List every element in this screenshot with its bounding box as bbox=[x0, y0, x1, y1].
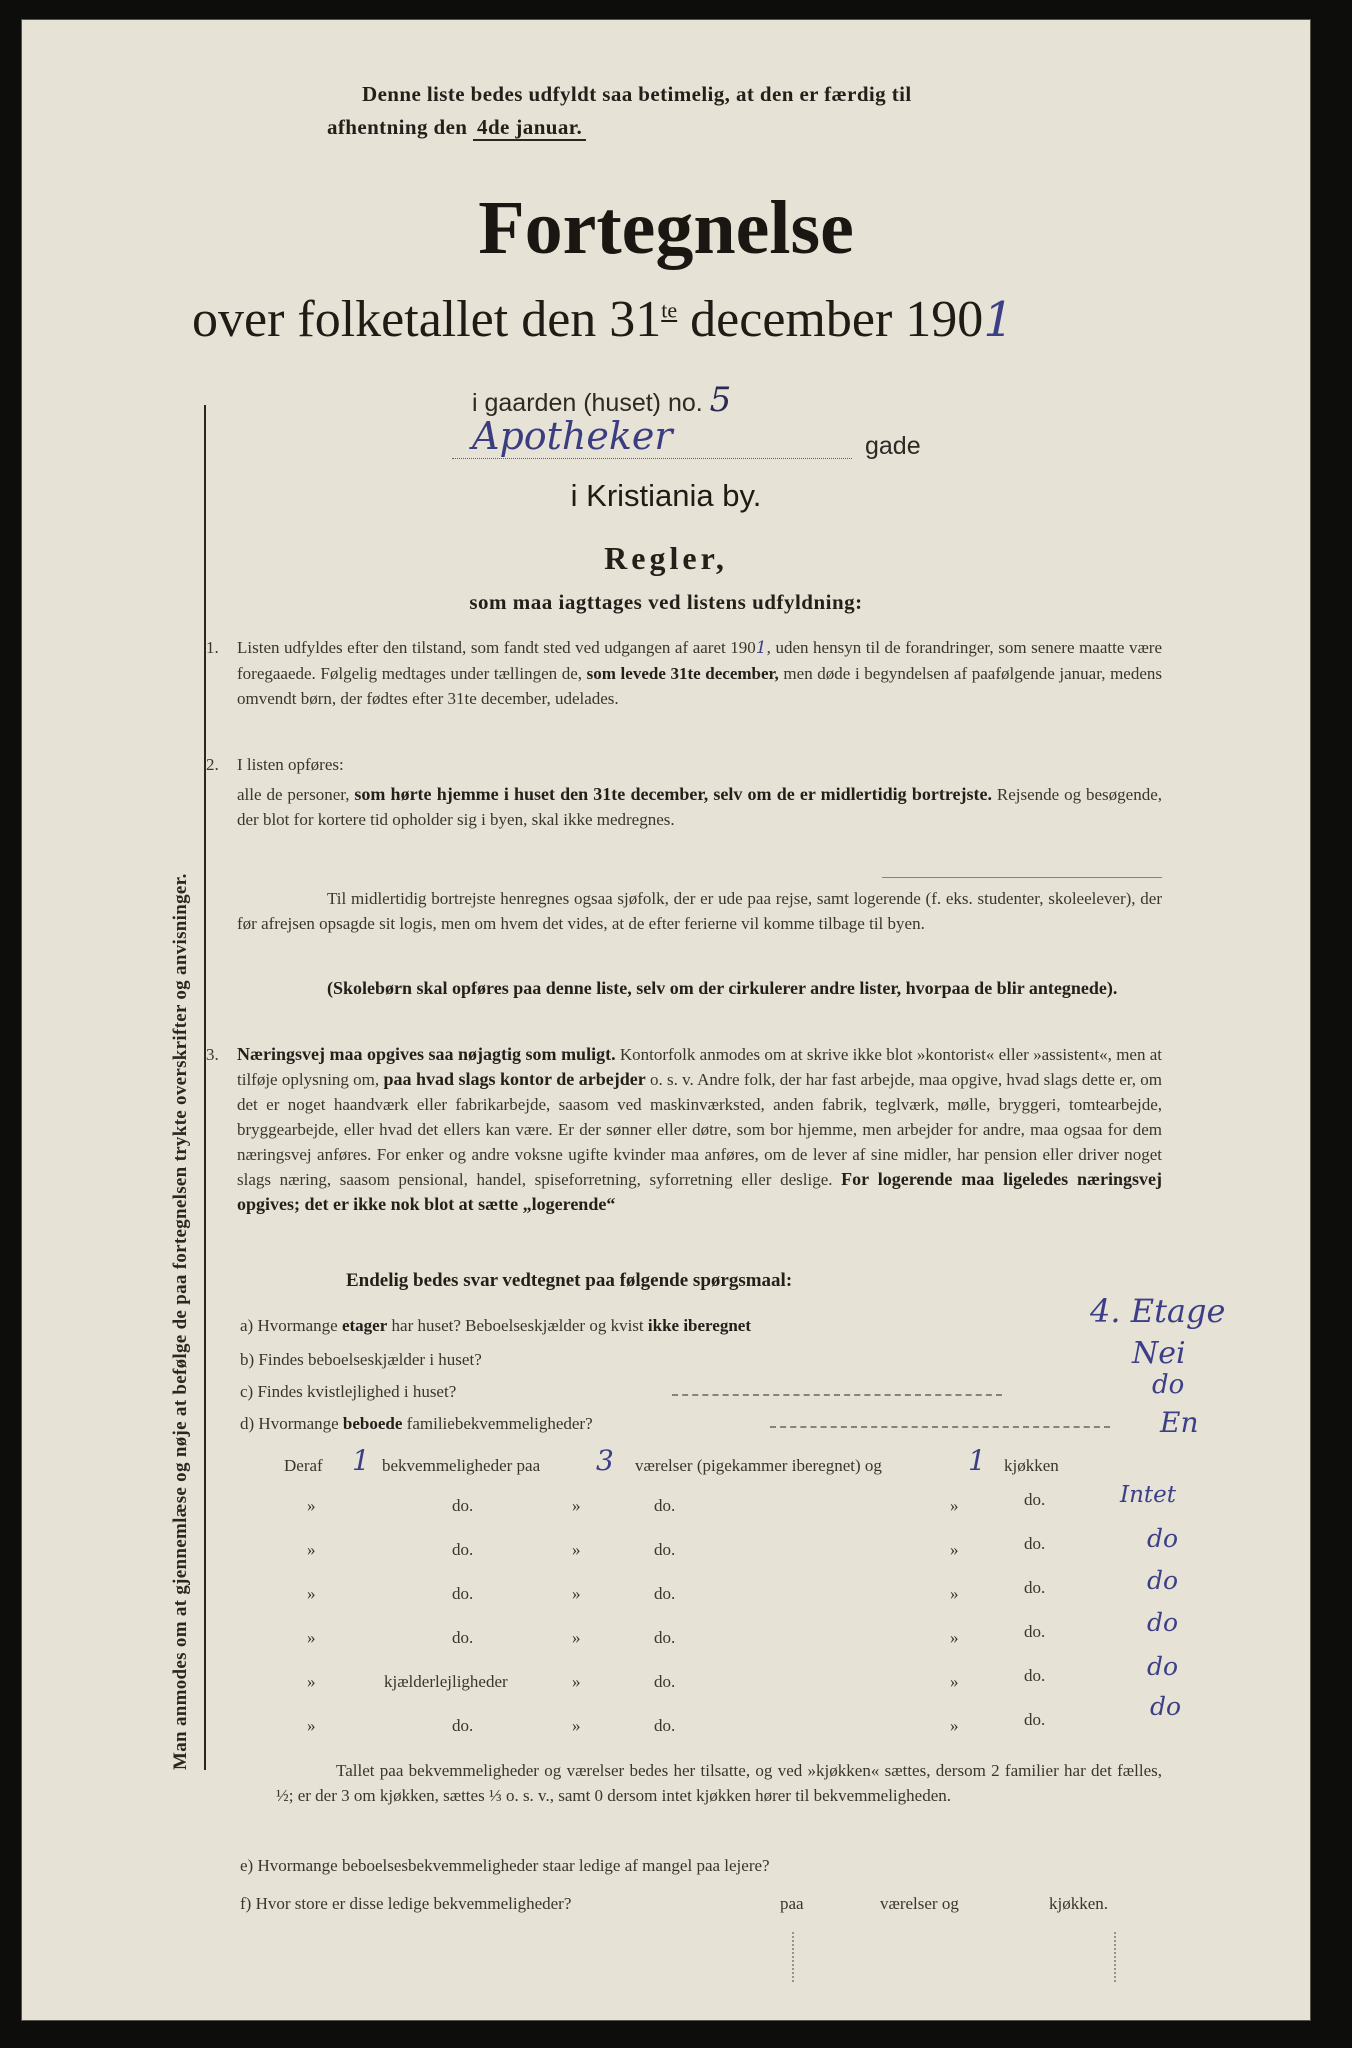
rooms-handwritten: 3 bbox=[596, 1444, 614, 1477]
house-label: i gaarden (huset) no. bbox=[472, 389, 703, 417]
answer-row-5-handwritten: do bbox=[1147, 1652, 1179, 1681]
quote-mark: » bbox=[572, 1672, 581, 1691]
question-a-bold-2: ikke iberegnet bbox=[647, 1316, 752, 1335]
do-cell: do. bbox=[1024, 1534, 1046, 1553]
question-f-kjokken: kjøkken. bbox=[1049, 1894, 1109, 1913]
quote-mark: » bbox=[950, 1584, 959, 1603]
question-a-mid: har huset? Beboelseskjælder og kvist bbox=[391, 1316, 644, 1335]
question-c-leader bbox=[672, 1394, 1002, 1396]
rule-3-text bbox=[237, 1042, 1162, 1217]
rule-2-number: 2. bbox=[206, 755, 219, 774]
do-cell: do. bbox=[654, 1672, 676, 1691]
rule-2-paragraph-3: (Skolebørn skal opføres paa denne liste, selv om der cirkulerer andre lister, hvorpaa de blir antegnede). bbox=[327, 978, 1118, 998]
do-cell: do. bbox=[1024, 1622, 1046, 1641]
answer-b-handwritten: Nei bbox=[1132, 1336, 1186, 1371]
street-line bbox=[452, 414, 852, 459]
question-f-vaerelser: værelser og bbox=[880, 1894, 959, 1913]
quote-mark: » bbox=[307, 1540, 316, 1559]
rule-1-bold: som levede 31te december, bbox=[586, 664, 779, 683]
answer-row-4-handwritten: do bbox=[1147, 1608, 1179, 1637]
do-cell: do. bbox=[1024, 1666, 1046, 1685]
quote-mark: » bbox=[950, 1628, 959, 1647]
city-name: i Kristiania by. bbox=[570, 478, 762, 513]
do-cell: do. bbox=[452, 1584, 474, 1603]
rule-2-text bbox=[237, 782, 1162, 832]
answer-c-handwritten: do bbox=[1152, 1370, 1185, 1400]
rule-3-bold-1: Næringsvej maa opgives saa nøjagtig som muligt. bbox=[237, 1044, 616, 1064]
rule-2-bold: som hørte hjemme i huset den 31te december, selv om de er midlertidig bortrejste. bbox=[354, 784, 992, 804]
rule-3-bold-2: paa hvad slags kontor de arbejder bbox=[383, 1069, 646, 1089]
question-a-prefix: a) Hvormange bbox=[240, 1316, 338, 1335]
do-cell: do. bbox=[654, 1496, 676, 1515]
quote-mark: » bbox=[307, 1716, 316, 1735]
rule-1-part-c: men døde i begyndelsen af paafølgende januar, medens omvendt børn, der fødtes efter 31te december, udelades. bbox=[237, 664, 1162, 708]
do-cell: do. bbox=[452, 1540, 474, 1559]
rules-subheading: som maa iagttages ved listens udfyldning: bbox=[469, 590, 863, 614]
rule-1-text bbox=[237, 635, 1162, 711]
vaerelser-label: værelser (pigekammer iberegnet) og bbox=[635, 1456, 882, 1475]
do-cell: do. bbox=[654, 1540, 676, 1559]
house-number-handwritten: 5 bbox=[709, 380, 732, 420]
question-a bbox=[240, 1316, 751, 1336]
rule-3-number: 3. bbox=[206, 1045, 219, 1064]
notice-line-2 bbox=[327, 115, 586, 140]
rule-1-part-b: , uden hensyn til de forandringer, som senere maatte være foregaaede. Følgelig medtages under tællingen de, bbox=[237, 638, 1162, 683]
census-year-handwritten: 1 bbox=[983, 292, 1014, 348]
question-d-leader bbox=[770, 1426, 1110, 1428]
quote-mark: » bbox=[572, 1716, 581, 1735]
census-form-page bbox=[22, 20, 1310, 2020]
do-cell: do. bbox=[1024, 1490, 1046, 1509]
quote-mark: » bbox=[950, 1672, 959, 1691]
pickup-date: 4de januar. bbox=[473, 115, 586, 141]
answer-a-handwritten: 4. Etage bbox=[1090, 1292, 1226, 1330]
quote-mark: » bbox=[572, 1496, 581, 1515]
do-cell: do. bbox=[452, 1716, 474, 1735]
question-a-bold: etager bbox=[341, 1316, 388, 1335]
quote-mark: » bbox=[572, 1628, 581, 1647]
notice-line-1: Denne liste bedes udfyldt saa betimelig, at den er færdig til bbox=[362, 82, 912, 106]
notice-prefix: afhentning den bbox=[327, 115, 468, 139]
questions-heading: Endelig bedes svar vedtegnet paa følgende spørgsmaal: bbox=[346, 1270, 793, 1291]
blank-answer-area bbox=[792, 1932, 1116, 1982]
question-c: c) Findes kvistlejlighed i huset? bbox=[240, 1382, 457, 1401]
street-name-handwritten: Apotheker bbox=[472, 414, 673, 458]
do-cell: do. bbox=[1024, 1578, 1046, 1597]
do-cell: do. bbox=[654, 1716, 676, 1735]
question-d-prefix: d) Hvormange bbox=[240, 1414, 339, 1433]
question-e: e) Hvormange beboelsesbekvemmeligheder staar ledige af mangel paa lejere? bbox=[240, 1856, 770, 1875]
quote-mark: » bbox=[572, 1584, 581, 1603]
kitchen-note: Tallet paa bekvemmeligheder og værelser bedes her tilsatte, og ved »kjøkken« sættes, dersom 2 familier har det fælles, ½; er der 3 om kjøkken, sættes ⅓ o. s. v., samt 0 dersom intet kjøkken hører til bekvemmeligheden. bbox=[276, 1761, 1162, 1805]
deraf-count-handwritten: 1 bbox=[352, 1444, 370, 1477]
question-b: b) Findes beboelseskjælder i huset? bbox=[240, 1350, 482, 1369]
rule-3-bold-3: For logerende maa ligeledes næringsvej opgives; det er ikke nok blot at sætte „logerende“ bbox=[237, 1169, 1163, 1214]
rule-1-year-handwritten: 1 bbox=[755, 638, 767, 658]
question-f-paa: paa bbox=[780, 1894, 804, 1913]
subtitle-prefix: over folketallet den 31 bbox=[192, 291, 662, 348]
subtitle-suffix: december 190 bbox=[690, 291, 984, 348]
quote-mark: » bbox=[950, 1496, 959, 1515]
kjaelder-label: kjælderlejligheder bbox=[384, 1672, 508, 1691]
question-d-bold: beboede bbox=[342, 1414, 403, 1433]
answer-row-2-handwritten: do bbox=[1147, 1524, 1179, 1553]
rule-1-number: 1. bbox=[206, 638, 219, 657]
rule-1-part-a: Listen udfyldes efter den tilstand, som fandt sted ved udgangen af aaret 190 bbox=[237, 638, 756, 657]
do-cell: do. bbox=[1024, 1710, 1046, 1729]
rule-2-part-b: Rejsende og besøgende, der blot for kortere tid opholder sig i byen, skal ikke medregnes. bbox=[237, 785, 1162, 829]
do-cell: do. bbox=[452, 1628, 474, 1647]
question-d-suffix: familiebekvemmeligheder? bbox=[406, 1414, 593, 1433]
form-title: Fortegnelse bbox=[478, 186, 854, 270]
quote-mark: » bbox=[307, 1584, 316, 1603]
rule-2-part-a: alle de personer, bbox=[237, 785, 350, 804]
street-label: gade bbox=[865, 432, 921, 460]
rule-2-intro: I listen opføres: bbox=[237, 755, 344, 774]
kitchens-handwritten: 1 bbox=[968, 1444, 986, 1477]
quote-mark: » bbox=[307, 1628, 316, 1647]
do-cell: do. bbox=[654, 1628, 676, 1647]
question-d bbox=[240, 1414, 593, 1434]
question-f: f) Hvor store er disse ledige bekvemmeligheder? bbox=[240, 1894, 572, 1913]
form-subtitle bbox=[192, 290, 1014, 349]
quote-mark: » bbox=[307, 1672, 316, 1691]
subtitle-superscript: te bbox=[661, 297, 678, 323]
quote-mark: » bbox=[950, 1540, 959, 1559]
quote-mark: » bbox=[950, 1716, 959, 1735]
quote-mark: » bbox=[572, 1540, 581, 1559]
bekv-paa-label: bekvemmeligheder paa bbox=[382, 1456, 541, 1475]
do-cell: do. bbox=[452, 1496, 474, 1515]
answer-row-1-handwritten: Intet bbox=[1120, 1482, 1176, 1508]
answer-row-6-handwritten: do bbox=[1150, 1692, 1182, 1721]
rules-heading: Regler, bbox=[604, 540, 728, 576]
rule-2-paragraph-2: Til midlertidig bortrejste henregnes ogsaa sjøfolk, der er ude paa rejse, samt logerende (f. eks. studenter, skoleelever), der før afrejsen opsagde sit logis, men om hvem det vides, at de efter ferierne vil komme tilbage til byen. bbox=[237, 889, 1162, 933]
kjokken-label: kjøkken bbox=[1004, 1456, 1059, 1475]
quote-mark: » bbox=[307, 1496, 316, 1515]
rule-3-part-a: Kontorfolk anmodes om at skrive ikke blot »kontorist« eller »assistent«, men at tilføje oplysning om, bbox=[237, 1045, 1162, 1089]
do-cell: do. bbox=[654, 1584, 676, 1603]
answer-d-handwritten: En bbox=[1160, 1406, 1199, 1439]
side-instruction-note: Man anmodes om at gjennemlæse og nøje at befølge de paa fortegnelsen trykte overskrifter og anvisninger. bbox=[170, 873, 191, 1770]
answer-row-3-handwritten: do bbox=[1147, 1566, 1179, 1595]
rule-2-divider bbox=[882, 877, 1162, 878]
deraf-label: Deraf bbox=[284, 1456, 323, 1475]
rule-3-part-b: o. s. v. Andre folk, der har fast arbejde, maa opgive, hvad slags dette er, om det er noget haandværk eller fabrikarbejde, saasom ved maskinværksted, anden fabrik, teglværk, mølle, bryggeri, tomtearbejde, bryggearbejde, eller hvad det ellers kan være. Er der sønner eller døtre, som bor hjemme, men arbejder for andre, maa ogsaa for dem næringsvej anføres. For enker og andre voksne ugifte kvinder maa anføres, om de lever af sine midler, har pension eller driver noget slags næring, saasom pensional, handel, spiseforretning, syforretning eller deslige. bbox=[237, 1070, 1162, 1189]
